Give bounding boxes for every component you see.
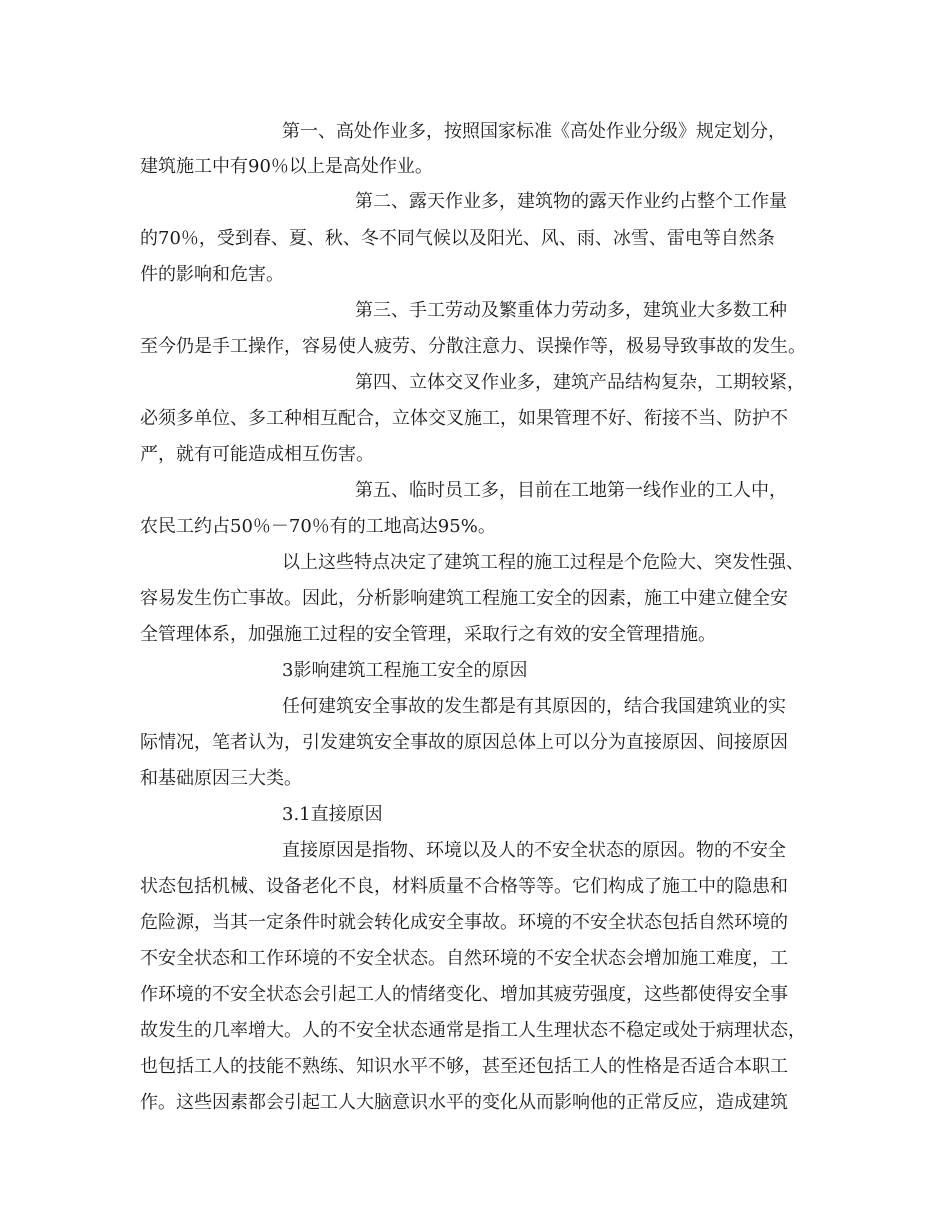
text-line: 和基础原因三大类。 (140, 768, 302, 789)
text-line: 第一、高处作业多，按照国家标准《高处作业分级》规定划分， (282, 121, 786, 142)
text-line: 以上这些特点决定了建筑工程的施工过程是个危险大、突发性强、 (282, 552, 804, 573)
text-line: 第二、露天作业多，建筑物的露天作业约占整个工作量 (355, 191, 787, 212)
text-line: 必须多单位、多工种相互配合，立体交叉施工，如果管理不好、衔接不当、防护不 (140, 408, 788, 429)
text-line: 危险源，当其一定条件时就会转化成安全事故。环境的不安全状态包括自然环境的 (140, 912, 788, 933)
text-line: 农民工约占50％－70％有的工地高达95%。 (140, 516, 496, 537)
text-line: 也包括工人的技能不熟练、知识水平不够，甚至还包括工人的性格是否适合本职工 (140, 1056, 788, 1077)
text-line: 作。这些因素都会引起工人大脑意识水平的变化从而影响他的正常反应，造成建筑 (140, 1092, 788, 1113)
text-line: 至今仍是手工操作，容易使人疲劳、分散注意力、误操作等，极易导致事故的发生。 (140, 336, 806, 357)
text-line: 状态包括机械、设备老化不良，材料质量不合格等等。它们构成了施工中的隐患和 (140, 876, 788, 897)
text-line: 第四、立体交叉作业多，建筑产品结构复杂，工期较紧， (355, 372, 805, 393)
text-line: 第五、临时员工多，目前在工地第一线作业的工人中， (355, 480, 787, 501)
section-heading: 3.1直接原因 (282, 804, 383, 825)
text-line: 全管理体系，加强施工过程的安全管理，采取行之有效的安全管理措施。 (140, 624, 716, 645)
text-line: 不安全状态和工作环境的不安全状态。自然环境的不安全状态会增加施工难度，工 (140, 948, 788, 969)
text-line: 严，就有可能造成相互伤害。 (140, 444, 374, 465)
text-line: 的70％，受到春、夏、秋、冬不同气候以及阳光、风、雨、冰雪、雷电等自然条 (140, 228, 775, 249)
section-heading: 3影响建筑工程施工安全的原因 (282, 660, 528, 681)
text-line: 建筑施工中有90％以上是高处作业。 (140, 156, 433, 177)
text-line: 直接原因是指物、环境以及人的不安全状态的原因。物的不安全 (282, 840, 786, 861)
text-line: 际情况，笔者认为，引发建筑安全事故的原因总体上可以分为直接原因、间接原因 (140, 732, 788, 753)
text-line: 任何建筑安全事故的发生都是有其原因的，结合我国建筑业的实 (282, 696, 786, 717)
text-line: 作环境的不安全状态会引起工人的情绪变化、增加其疲劳强度，这些都使得安全事 (140, 984, 788, 1005)
text-line: 容易发生伤亡事故。因此，分析影响建筑工程施工安全的因素，施工中建立健全安 (140, 588, 788, 609)
text-line: 第三、手工劳动及繁重体力劳动多，建筑业大多数工种 (355, 300, 787, 321)
text-line: 故发生的几率增大。人的不安全状态通常是指工人生理状态不稳定或处于病理状态， (140, 1020, 806, 1041)
text-line: 件的影响和危害。 (140, 264, 284, 285)
